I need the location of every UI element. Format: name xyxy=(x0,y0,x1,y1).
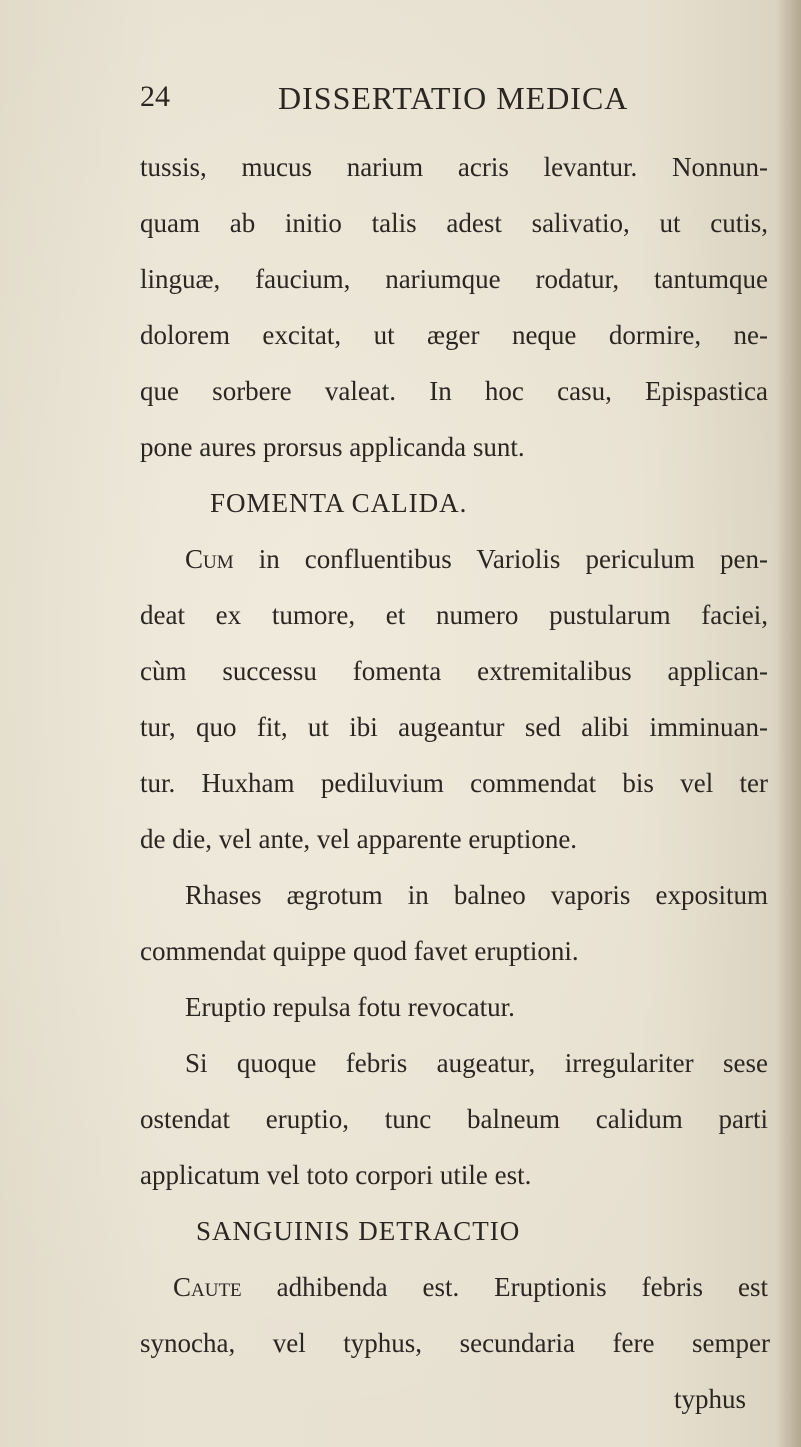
initial-word: Caute xyxy=(173,1272,242,1302)
text-line: applicatum vel toto corpori utile est. xyxy=(140,1160,532,1190)
text-line: Rhases ægrotum in balneo vaporis expositum xyxy=(185,880,768,910)
section-heading-sanguinis: SANGUINIS DETRACTIO xyxy=(196,1216,521,1246)
text-line: linguæ, faucium, nariumque rodatur, tantumque xyxy=(140,264,768,294)
text-line: commendat quippe quod favet eruptioni. xyxy=(140,936,579,966)
first-line-text: in confluentibus Variolis periculum pen- xyxy=(233,544,768,574)
catchword: typhus xyxy=(674,1384,747,1414)
text-line: que sorbere valeat. In hoc casu, Epispastica xyxy=(140,376,768,406)
page-header xyxy=(140,80,680,130)
paragraph-first-line xyxy=(185,542,768,576)
text-line: quam ab initio talis adest salivatio, ut cutis, xyxy=(140,208,768,238)
running-title: DISSERTATIO MEDICA xyxy=(278,80,629,116)
text-line: tur, quo fit, ut ibi augeantur sed alibi imminuan- xyxy=(140,712,768,742)
section-heading-fomenta: FOMENTA CALIDA. xyxy=(210,488,468,518)
text-line: ostendat eruptio, tunc balneum calidum parti xyxy=(140,1104,768,1134)
initial-word: Cum xyxy=(185,544,234,574)
paragraph-first-line xyxy=(173,1270,768,1304)
text-line: Eruptio repulsa fotu revocatur. xyxy=(185,992,515,1022)
page-number: 24 xyxy=(140,80,170,113)
text-line: tur. Huxham pediluvium commendat bis vel ter xyxy=(140,768,768,798)
text-line: tussis, mucus narium acris levantur. Nonnun- xyxy=(140,152,768,182)
text-line: de die, vel ante, vel apparente eruptione. xyxy=(140,824,578,854)
text-line: cùm successu fomenta extremitalibus applican- xyxy=(140,656,768,686)
page-edge-shadow xyxy=(775,0,801,1447)
text-line: dolorem excitat, ut æger neque dormire, ne- xyxy=(140,320,768,350)
text-line: Si quoque febris augeatur, irregulariter sese xyxy=(185,1048,768,1078)
text-line: pone aures prorsus applicanda sunt. xyxy=(140,432,525,462)
first-line-text: adhibenda est. Eruptionis febris est xyxy=(241,1272,768,1302)
text-line: synocha, vel typhus, secundaria fere semper xyxy=(140,1328,770,1358)
text-line: deat ex tumore, et numero pustularum faciei, xyxy=(140,600,768,630)
